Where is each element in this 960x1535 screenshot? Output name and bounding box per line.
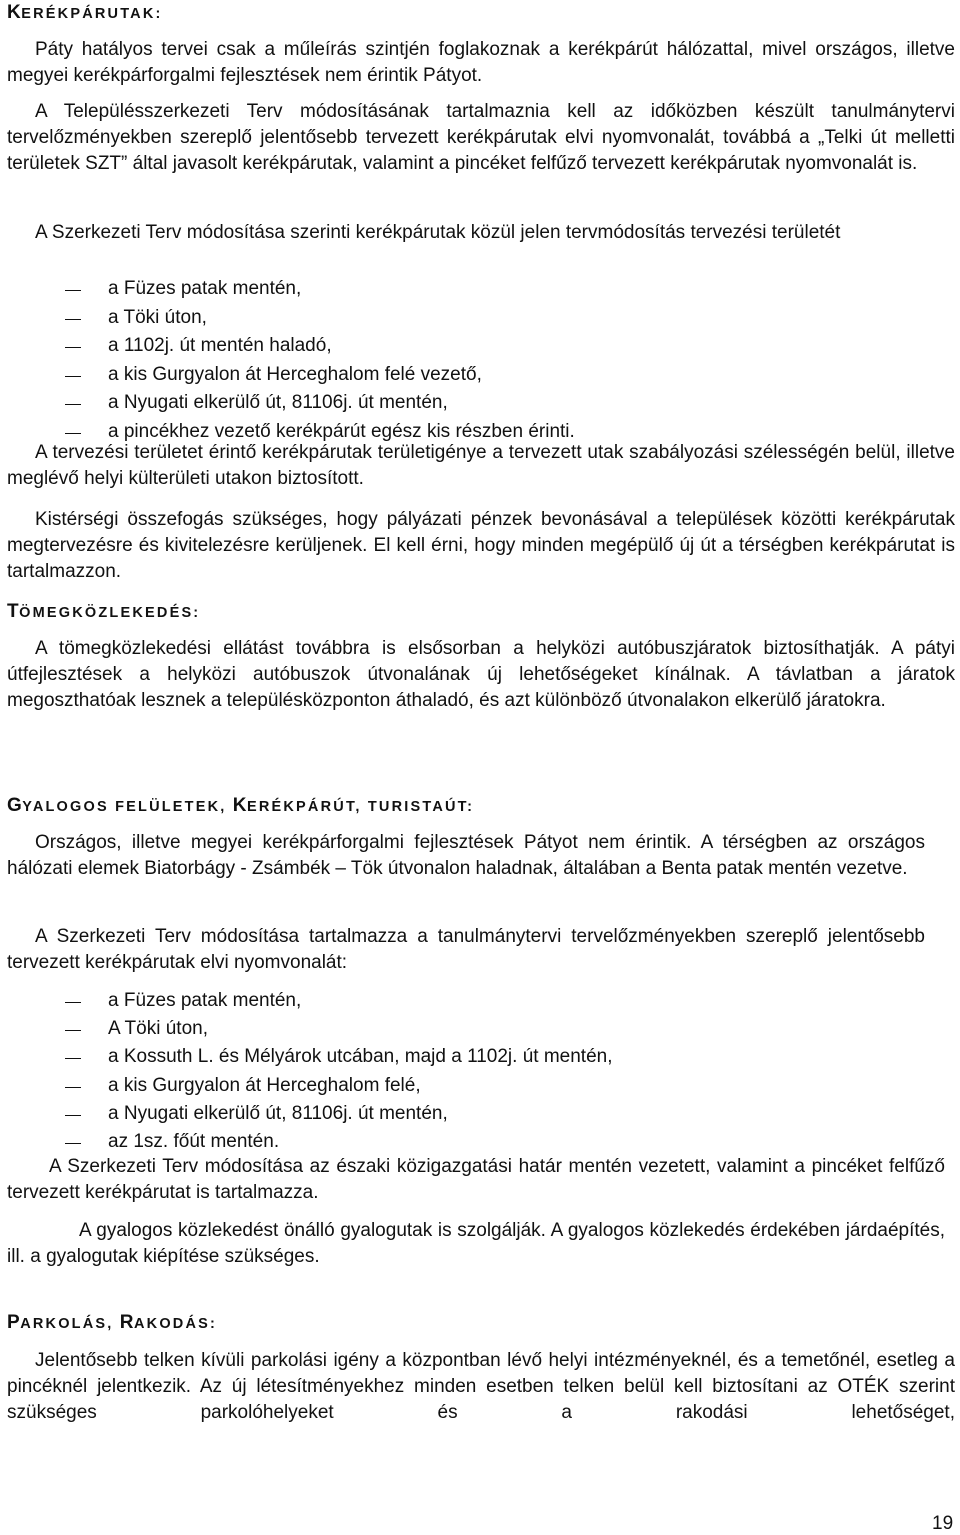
dash-bullet (65, 1002, 81, 1003)
dash-bullet (65, 319, 81, 320)
document-page: KERÉKPÁRUTAK: Páty hatályos tervei csak a műleírás szintjén foglakoznak a kerékpárút hálózattal, mivel országos, illetve megyei kerékpárforgalmi fejlesztések nem érintik Pátyot. A Településszerkezeti Terv módosításának tartalmaznia kell az időközben készült tanulmánytervi tervelőzményekben szereplő jelentősebb tervezett kerékpárutak elvi nyomvonalát, továbbá a „Telki út melletti területek SZT” által javasolt kerékpárutak, valamint a pincéket felfűző tervezett kerékpárutak nyomvonalát is. A Szerkezeti Terv módosítása szerinti kerékpárutak közül jelen tervmódosítás tervezési területét a Füzes patak mentén, a Töki úton, a 1102j. út mentén haladó, a kis Gurgyalon át Herceghalom felé vezető, a Nyugati elkerülő út, 81106j. út mentén, a pincékhez vezető kerékpárút egész kis részben érinti. A tervezési területet érintő kerékpárutak területigénye a tervezett utak szabályozási szélességén belül, illetve meglévő helyi külterületi utakon biztosított. Kistérségi összefogás szükséges, hogy pályázati pénzek bevonásával a települések közötti kerékpárutak megtervezésre és kivitelezésre kerüljenek. El kell érni, hogy minden megépülő új út a térségben kerékpárutat is tartalmazzon. TÖMEGKÖZLEKEDÉS: A tömegközlekedési ellátást továbbra is elsősorban a helyközi autóbuszjáratok biztosíthatják. A pátyi útfejlesztések a helyközi autóbuszok útvonalának új lehetőségeket kínálnak. A távlatban a járatok megoszthatóak lesznek a településközponton áthaladó, és azt különböző útvonalakon elkerülő járatokra. GYALOGOS FELÜLETEK, KERÉKPÁRÚT, TURISTAÚT: Országos, illetve megyei kerékpárforgalmi fejlesztések Pátyot nem érintik. A térségben az országos hálózati elemek Biatorbágy - Zsámbék – Tök útvonalon haladnak, általában a Benta patak mentén vezetve. A Szerkezeti Terv módosítása tartalmazza a tanulmánytervi tervelőzményekben szereplő jelentősebb tervezett kerékpárutak elvi nyomvonalát: a Füzes patak mentén, A Töki úton, a Kossuth L. és Mélyárok utcában, majd a 1102j. út mentén, a kis Gurgyalon át Herceghalom felé, a Nyugati elkerülő út, 81106j. út mentén, az 1sz. főút mentén. A Szerkezeti Terv módosítása az északi közigazgatási határ mentén vezetett, valamint a pincéket felfűző tervezett kerékpárutat is tartalmazza. A gyalogos közlekedést önálló gyalogutak is szolgálják. A gyalogos közlekedés érdekében járdaépítés, ill. a gyalogutak kiépítése szükséges. PARKOLÁS, RAKODÁS: Jelentősebb telken kívüli parkolási igény a központban lévő helyi intézményeknél, és a temetőnél, esetleg a pincéknél jelentkezik. Az új létesítményekhez minden esetben telken belül kell biztosítani az OTÉK szerint szükséges parkolóhelyeket és a rakodási lehetőséget, 19 (7, 2, 955, 1534)
dash-bullet (65, 347, 81, 348)
heading-kerekparutak: KERÉKPÁRUTAK: (7, 2, 163, 23)
dash-bullet (65, 290, 81, 291)
dash-bullet (65, 376, 81, 377)
dash-bullet (65, 433, 81, 434)
dash-bullet (65, 1058, 81, 1059)
paragraph-gyalogos-4: A gyalogos közlekedést önálló gyalogutak is szolgálják. A gyalogos közlekedés érdekében járdaépítés, ill. a gyalogutak kiépítése szükséges. (7, 1220, 945, 1267)
paragraph-parkolas: Jelentősebb telken kívüli parkolási igény a központban lévő helyi intézményeknél, és a temetőnél, esetleg a pincéknél jelentkezik. Az új létesítményekhez minden esetben telken belül kell biztosítani az OTÉK szerint szükséges parkolóhelyeket és a rakodási lehetőséget, (7, 1350, 955, 1423)
paragraph-kerekparut-5: Kistérségi összefogás szükséges, hogy pályázati pénzek bevonásával a települések közötti kerékpárutak megtervezésre és kivitelezésre kerüljenek. El kell érni, hogy minden megépülő új út a térségben kerékpárutat is tartalmazzon. (7, 509, 955, 582)
paragraph-gyalogos-1: Országos, illetve megyei kerékpárforgalmi fejlesztések Pátyot nem érintik. A térségben az országos hálózati elemek Biatorbágy - Zsámbék – Tök útvonalon haladnak, általában a Benta patak mentén vezetve. (7, 832, 925, 879)
page-number: 19 (932, 1513, 954, 1534)
paragraph-gyalogos-2: A Szerkezeti Terv módosítása tartalmazza a tanulmánytervi tervelőzményekben szereplő jelentősebb tervezett kerékpárutak elvi nyomvonalát: (7, 926, 925, 973)
paragraph-kerekparut-1: Páty hatályos tervei csak a műleírás szintjén foglakoznak a kerékpárút hálózattal, mivel országos, illetve megyei kerékpárforgalmi fejlesztések nem érintik Pátyot. (7, 39, 955, 86)
dash-bullet (65, 1030, 81, 1031)
dash-bullet (65, 1115, 81, 1116)
dash-bullet (65, 1143, 81, 1144)
paragraph-kerekparut-2: A Településszerkezeti Terv módosításának tartalmaznia kell az időközben készült tanulmánytervi tervelőzményekben szereplő jelentősebb tervezett kerékpárutak elvi nyomvonalát, továbbá a „Telki út melletti területek SZT” által javasolt kerékpárutak, valamint a pincéket felfűző tervezett kerékpárutak nyomvonalát is. (7, 101, 955, 174)
heading-gyalogos: GYALOGOS FELÜLETEK, KERÉKPÁRÚT, TURISTAÚT: (7, 795, 475, 816)
paragraph-kerekparut-3: A Szerkezeti Terv módosítása szerinti kerékpárutak közül jelen tervmódosítás tervezési területét (35, 222, 841, 243)
paragraph-kerekparut-4: A tervezési területet érintő kerékpárutak területigénye a tervezett utak szabályozási szélességén belül, illetve meglévő helyi külterületi utakon biztosított. (7, 442, 955, 489)
heading-parkolas: PARKOLÁS, RAKODÁS: (7, 1312, 218, 1333)
paragraph-tomegkozlekedes: A tömegközlekedési ellátást továbbra is elsősorban a helyközi autóbuszjáratok biztosíthatják. A pátyi útfejlesztések a helyközi autóbuszok útvonalának új lehetőségeket kínálnak. A távlatban a járatok megoszthatóak lesznek a településközponton áthaladó, és azt különböző útvonalakon elkerülő járatokra. (7, 638, 955, 711)
dash-bullet (65, 404, 81, 405)
paragraph-gyalogos-3: A Szerkezeti Terv módosítása az északi közigazgatási határ mentén vezetett, valamint a pincéket felfűző tervezett kerékpárutat is tartalmazza. (7, 1156, 945, 1203)
dash-bullet (65, 1087, 81, 1088)
heading-tomegkozlekedes: TÖMEGKÖZLEKEDÉS: (7, 601, 201, 622)
